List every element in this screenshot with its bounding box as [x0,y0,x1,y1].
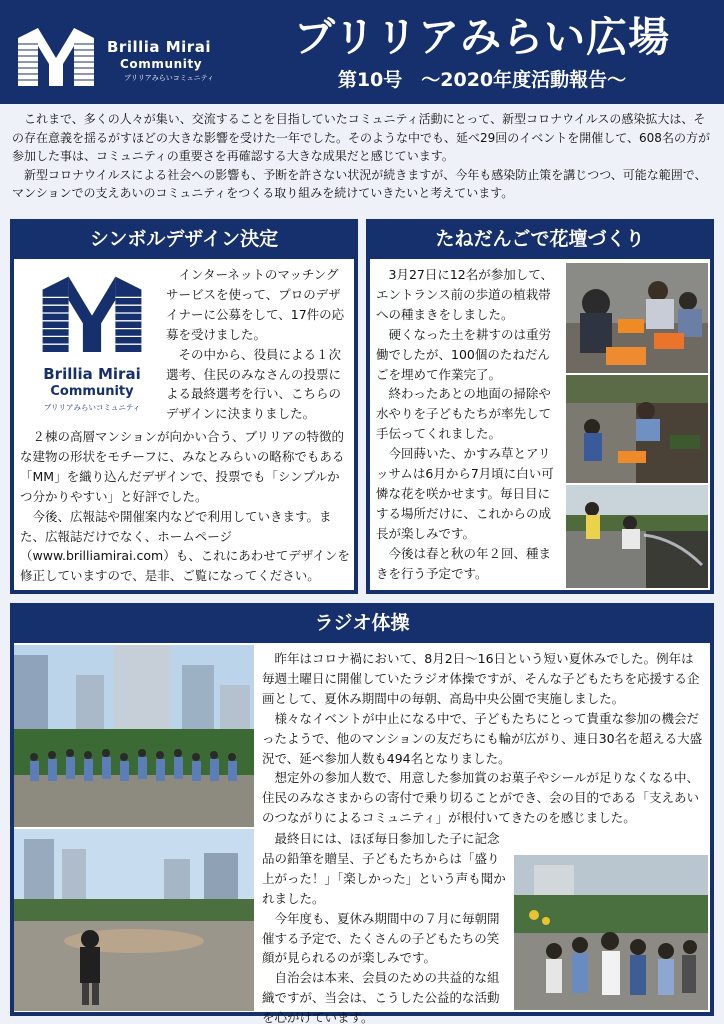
photo-award-ceremony [514,855,708,1010]
symbol-paragraph: インターネットのマッチングサービスを使って、プロのデザイナーに公募をして、17件の応募を受けました。 [166,267,345,342]
logo-text-en-community: Community [50,384,134,399]
symbol-paragraph: 今後、広報誌や開催案内などで利用していきます。また、広報誌だけでなく、ホームページ（www.brilliamirai.com）も、これにあわせてデザインを修正していますので、是非、ご覧になってください。 [20,508,350,584]
flower-paragraph: 今回蒔いた、かすみ草とアリッサムは6月から7月頃に白い可憐な花を咲かせます。毎日目にする場所だけに、これからの成長が楽しみです。 [376,446,554,541]
symbol-design-section [10,219,358,594]
brand-name-en-community: Community [120,57,203,71]
symbol-paragraph: その中から、役員による１次選考、住民のみなさんの投票による最終選考を行い、こちらのデザインに決まりました。 [166,346,342,422]
flower-bed-section [366,219,714,594]
flower-paragraph: 硬くなった土を耕すのは重労働でしたが、100個のたねだんごを埋めて作業完了。 [376,326,552,382]
radio-body-top [262,649,704,828]
brillia-mm-logo-icon [16,24,96,88]
radio-paragraph: 昨年はコロナ禍において、8月2日～16日という短い夏休みでした。例年は毎週土曜日に開催していたラジオ体操ですが、そんな子どもたちを応援する企画として、夏休み期間中の毎朝、高島中央公園で実施しました。 [262,651,700,706]
photo-planting [566,375,708,483]
radio-exercise-section [10,603,714,1024]
brand-name-jp: ブリリアみらいコミュニティ [124,74,215,82]
section-title: たねだんごで花壇づくり [435,228,645,250]
brillia-mm-logo-icon [40,271,144,355]
symbol-body-top [166,265,350,424]
photo-park-exercise [14,829,254,1011]
section-title: ラジオ体操 [314,612,410,634]
issue-subtitle: 第10号 ～2020年度活動報告～ [337,69,627,91]
logo-text-jp: ブリリアみらいコミュニティ [43,403,141,412]
symbol-logo [30,271,154,423]
page-header [0,0,724,104]
intro-paragraph: 新型コロナウイルスによる社会への影響も、予断を許さない状況が続きますが、今年も感染防止策を講じつつ、可能な範囲で、マンションでの支えあいのコミュニティをつくる取り組みを続けていきたいと考えています。 [12,167,707,201]
flower-body [376,265,562,584]
flower-paragraph: 3月27日に12名が参加して、エントランス前の歩道の植栽帯への種まきをしました。 [376,267,554,322]
radio-paragraph: 今年度も、夏休み期間中の７月に毎朝開催する予定で、たくさんの子どもたちの笑顔が見られるのが楽しみです。 [262,910,500,966]
symbol-body-bottom [20,427,350,586]
radio-body-bottom [262,829,508,1024]
intro-paragraph: これまで、多くの人々が集い、交流することを目指していたコミュニティ活動にとって、新型コロナウイルスの感染拡大は、その存在意義を揺るがすほどの大きな影響を受けた一年でした。そのような中でも、延べ29回のイベントを開催して、608名の方が参加した事は、コミュニティの重要さを再確認する大きな成果だと感じています。 [12,112,710,164]
intro-text [12,110,712,203]
page-title: ブリリアみらい広場 [293,13,671,61]
radio-paragraph: 最終日には、ほぼ毎日参加した子に記念品の鉛筆を贈呈、子どもたちからは「盛り上がった！」「楽しかった」という声も聞かれました。 [262,831,506,906]
photo-seed-balls [566,263,708,373]
symbol-paragraph: ２棟の高層マンションが向かい合う、ブリリアの特徴的な建物の形状をモチーフに、みなとみらいの略称でもある「MM」を織り込んだデザインで、投票でも「シンプルかつ分かりやすい」と好評でした。 [20,429,345,504]
flower-paragraph: 終わったあとの地面の掃除や水やりを子どもたちが率先して手伝ってくれました。 [376,386,552,442]
radio-paragraph: 自治会は本来、会員のための共益的な組織ですが、当会は、こうした公益的な活動を心がけています。 [262,970,500,1024]
photo-watering [566,485,708,588]
photo-group-exercise [14,645,254,827]
logo-text-en: Brillia Mirai [43,365,141,383]
radio-paragraph: 様々なイベントが中止になる中で、子どもたちにとって貴重な参加の機会だったようで、他のマンションの友だちにも輪が広がり、連日30名を超える大盛況で、延べ参加人数も494名となりました。 [262,710,703,766]
brand-name-en: Brillia Mirai [107,38,211,56]
section-title: シンボルデザイン決定 [89,228,279,250]
flower-paragraph: 今後は春と秋の年２回、種まきを行う予定です。 [376,545,552,581]
radio-paragraph: 想定外の参加人数で、用意した参加賞のお菓子やシールが足りなくなる中、住民のみなさまからの寄付で乗り切ることができ、会の目的である「支えあいのつながりによるコミュニティ」が根付いてきたのを感じました。 [262,770,700,826]
